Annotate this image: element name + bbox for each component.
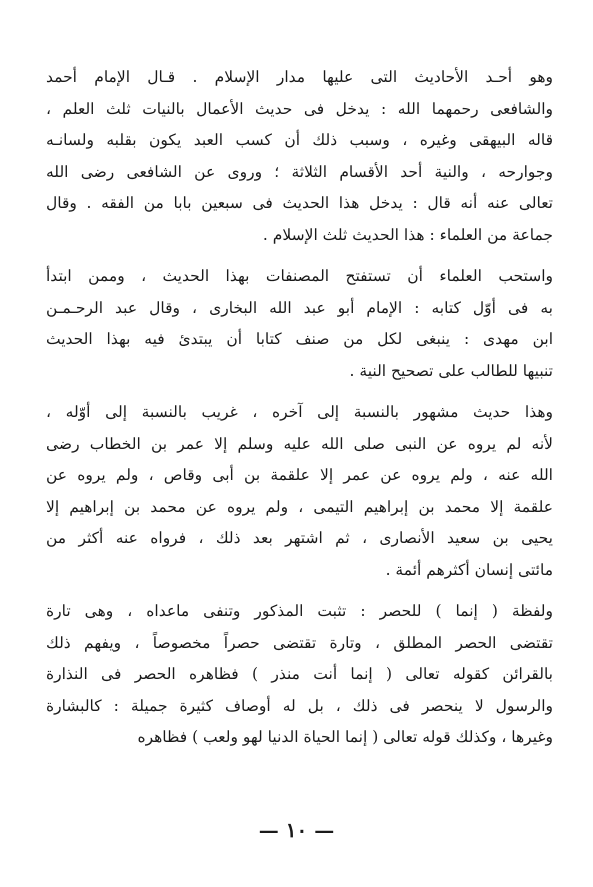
text-line: وجوارحه ، والنية أحد الأقسام الثلاثة ؛ وروى عن الشافعى رضى الله [46, 162, 553, 181]
text-line: تنبيها للطالب على تصحيح النية . [349, 361, 553, 380]
text-line: والشافعى رحمهما الله : يدخل فى حديث الأعمال بالنيات ثلث العلم ، [46, 99, 553, 118]
paragraph [46, 62, 553, 251]
text-line: تقتضى الحصر المطلق ، وتارة تقتضى حصراً مخصوصاً ، ويفهم ذلك [46, 633, 553, 652]
text-line: بالقرائن كقوله تعالى ( إنما أنت منذر ) فظاهره الحصر فى النذارة [46, 665, 553, 683]
text-line: يحيى بن سعيد الأنصارى ، ثم اشتهر بعد ذلك ، فرواه عنه أكثر من [46, 529, 553, 547]
text-line: وغيرها ، وكذلك قوله تعالى ( إنما الحياة الدنيا لهو ولعب ) فظاهره [137, 728, 553, 746]
text-line: جماعة من العلماء : هذا الحديث ثلث الإسلام . [262, 225, 553, 244]
text-line: والرسول لا ينحصر فى ذلك ، بل له أوصاف كثيرة جميلة : كالبشارة [46, 696, 553, 715]
paragraph [46, 261, 553, 387]
text-line: تعالى عنه أنه قال : يدخل هذا الحديث فى سبعين بابا من الفقه . وقال [46, 194, 553, 212]
text-line: ولفظة ( إنما ) للحصر : تثبت المذكور وتنفى ماعداه ، وهى تارة [46, 602, 553, 620]
text-line: لأنه لم يروه عن النبى صلى الله عليه وسلم إلا عمر بن الخطاب رضى [46, 434, 553, 453]
body-text [46, 62, 553, 754]
paragraph [46, 397, 553, 586]
text-line: ابن مهدى : ينبغى لكل من صنف كتابا أن يبتدئ فيه بهذا الحديث [46, 330, 553, 348]
text-line: واستحب العلماء أن تستفتح المصنفات بهذا الحديث ، وممن ابتدأ [46, 267, 553, 285]
text-line: علقمة إلا محمد بن إبراهيم التيمى ، ولم يروه عن محمد بن إبراهيم إلا [46, 497, 553, 516]
text-line: الله عنه ، ولم يروه عن عمر إلا علقمة بن أبى وقاص ، ولم يروه عن [46, 466, 553, 484]
page-number: — ١٠ — [258, 818, 335, 842]
text-line: مائتى إنسان أكثرهم أئمة . [385, 560, 553, 579]
text-line: به فى أوّل كتابه : الإمام أبو عبد الله البخارى ، وقال عبد الرحـمـن [46, 298, 553, 317]
paragraph [46, 596, 553, 754]
paragraph-gap [46, 251, 553, 261]
text-line: وهو أحـد الأحاديث التى عليها مدار الإسلام . قـال الإمام أحمد [46, 68, 553, 86]
text-line: قاله البيهقى وغيره ، وسبب ذلك أن كسب العبد يكون بقلبه ولسانـه [46, 131, 553, 149]
text-line: وهذا حديث مشهور بالنسبة إلى آخره ، غريب بالنسبة إلى أوّله ، [46, 403, 553, 421]
paragraph-gap [46, 586, 553, 596]
paragraph-gap [46, 387, 553, 397]
